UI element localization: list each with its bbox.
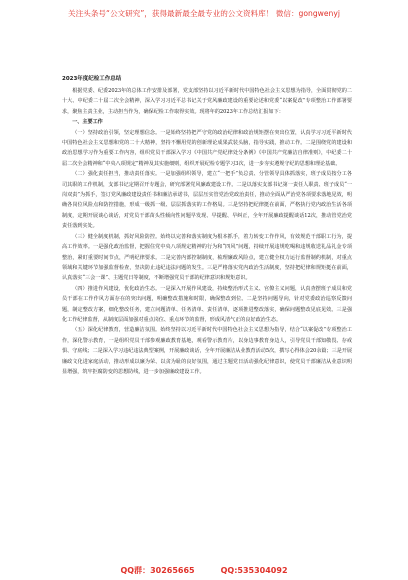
subsection-4 bbox=[62, 284, 352, 326]
subsection-4-label: （四）推进作风建设，优化政治生态。 bbox=[72, 285, 161, 292]
subsection-5-label: （五）深化纪律教育，营造廉洁氛围。 bbox=[72, 327, 161, 334]
section-heading-main-work: 一、主要工作 bbox=[72, 119, 103, 126]
subsection-2-text: 一是加强组织领导，建立“一把手”负总责、分管领导具体抓落实，班子成员按分工各司其职的工作机制，支部书记定期召开专题会，研究部署党风廉政建设工作。二是以落实支部书记第一责任人职责、班子成员“一岗双责”为抓手，签订党风廉政建设责任书和廉洁承诺书，层层压实管党治党政治责任，推动全面从严治党各项要求落地见效，明确各岗位风险点和防控措施，形成一级抓一级、层层抓落实的工作格局。三是坚持把纪律挺在前面，严格执行党内政治生活各项制度，定期开展谈心谈话，对党员干部苗头性倾向性问题早发现、早提醒、早纠正，全年开展廉政提醒谈话12次，推动管党治党责任落到实处。 bbox=[62, 171, 352, 230]
footer-qq: QQ:535304092 bbox=[220, 565, 288, 575]
subsection-3-label: （三）健全制度机制，抓好风险防控。 bbox=[72, 233, 161, 240]
subsection-4-text: 一是深入开展作风建设，持续整治形式主义、官僚主义问题，认真查摆班子成员和党员干部在工作作风方面存在的突出问题，明确整改措施和时限，确保整改到位。二是坚持问题导向，针对党委政治巡察反馈问题，制定整改方案，细化整改任务，建立问题清单、任务清单、责任清单，逐项推进整改落实，确保问题整改见底见效。三是强化工作纪律监督，从制度层面加强对重点岗位、重点环节的监督，形成风清气正的良好政治生态。 bbox=[62, 285, 352, 323]
subsection-1-text: 一是始终坚持把严守党的政治纪律和政治规矩摆在突出位置，认真学习习近平新时代中国特色社会主义思想和党的二十大精神，坚持不懈用党的创新理论成果武装头脑，指导实践，推动工作。二是围绕党的建设和政治思想学习作为重要工作内容，组织党员干部深入学习《中国共产党纪律处分条例》《中国共产党廉洁自律准则》，中纪委二十届二次全会精神和“中央八项规定”精神及其实施细则，组织开展纪检专题学习3次，进一步夯实遵规守纪的思想和理论基础。 bbox=[62, 129, 352, 167]
subsection-5 bbox=[62, 325, 352, 377]
top-banner bbox=[0, 0, 408, 26]
subsection-3-text: 始终以完善和落实制度为根本抓手，着力转变工作作风，有效规范干部职工行为，提高工作效率。一是强化政治监督，把握住党中央八项规定精神的行为和“四风”问题，持续开展违规吃喝和违规收送礼品礼金专项整治，紧盯重要时间节点，严明纪律要求。二是完善内部控制制度，梳理廉政风险点，建立健全权力运行监督制约机制，对重点领域和关键环节加强监督检查，坚决防止违纪违法问题的发生。三是严格落实党内政治生活制度，坚持把纪律和规矩挺在前面，认真落实“三会一课”、主题党日等制度，不断增强党员干部的纪律意识和规矩意识。 bbox=[62, 233, 352, 282]
footer-contact bbox=[0, 560, 408, 580]
document-title: 2023年度纪检工作总结 bbox=[62, 76, 122, 82]
subsection-3 bbox=[62, 232, 352, 284]
footer-qq-group: QQ群：30265665 bbox=[120, 565, 195, 575]
intro-paragraph: 根据党委、纪委2023年的总体工作安排及部署，党支部坚持以习近平新时代中国特色社会主义思想为指导，全面贯彻党的二十大、中纪委二十届二次全会精神，深入学习习近平总书记关于党风廉政建设的重要论述和党委“以案促改”专项整治工作部署要求，聚焦主责主业，主动担当作为，确保纪检工作取得实效。现将年的2023年工作总结汇报如下： bbox=[62, 88, 352, 115]
banner-text: 关注头条号“公文研究”，获得最新最全最专业的公文资料库！ 微信：gongwenyj bbox=[68, 8, 340, 18]
subsection-1 bbox=[62, 128, 352, 170]
subsection-2 bbox=[62, 169, 352, 231]
subsection-5-text: 始终坚持以习近平新时代中国特色社会主义思想为指导，结合“以案促改”专项整治工作，深化警示教育，一是组织党员干部参观廉政教育基地，观看警示教育片，以身边事教育身边人，引导党员干部知敬畏、存戒惧、守底线；二是深入学习违纪违法典型案例，开展廉政谈话，全年开展廉洁从业教育活动5次，撰写心得体会20余篇；三是开展廉政文化进家庭活动，推动形成以廉为荣、以贪为耻的良好氛围，通过主题党日活动强化纪律意识，使党员干部廉洁从业意识明显增强，筑牢拒腐防变的思想防线，进一步加强廉政建设工作。 bbox=[62, 327, 352, 375]
subsection-2-label: （二）强化责任担当，推动责任落实。 bbox=[72, 171, 161, 178]
subsection-1-label: （一）坚持政治引领，坚定理想信念。 bbox=[72, 129, 161, 136]
document-page bbox=[62, 74, 352, 554]
